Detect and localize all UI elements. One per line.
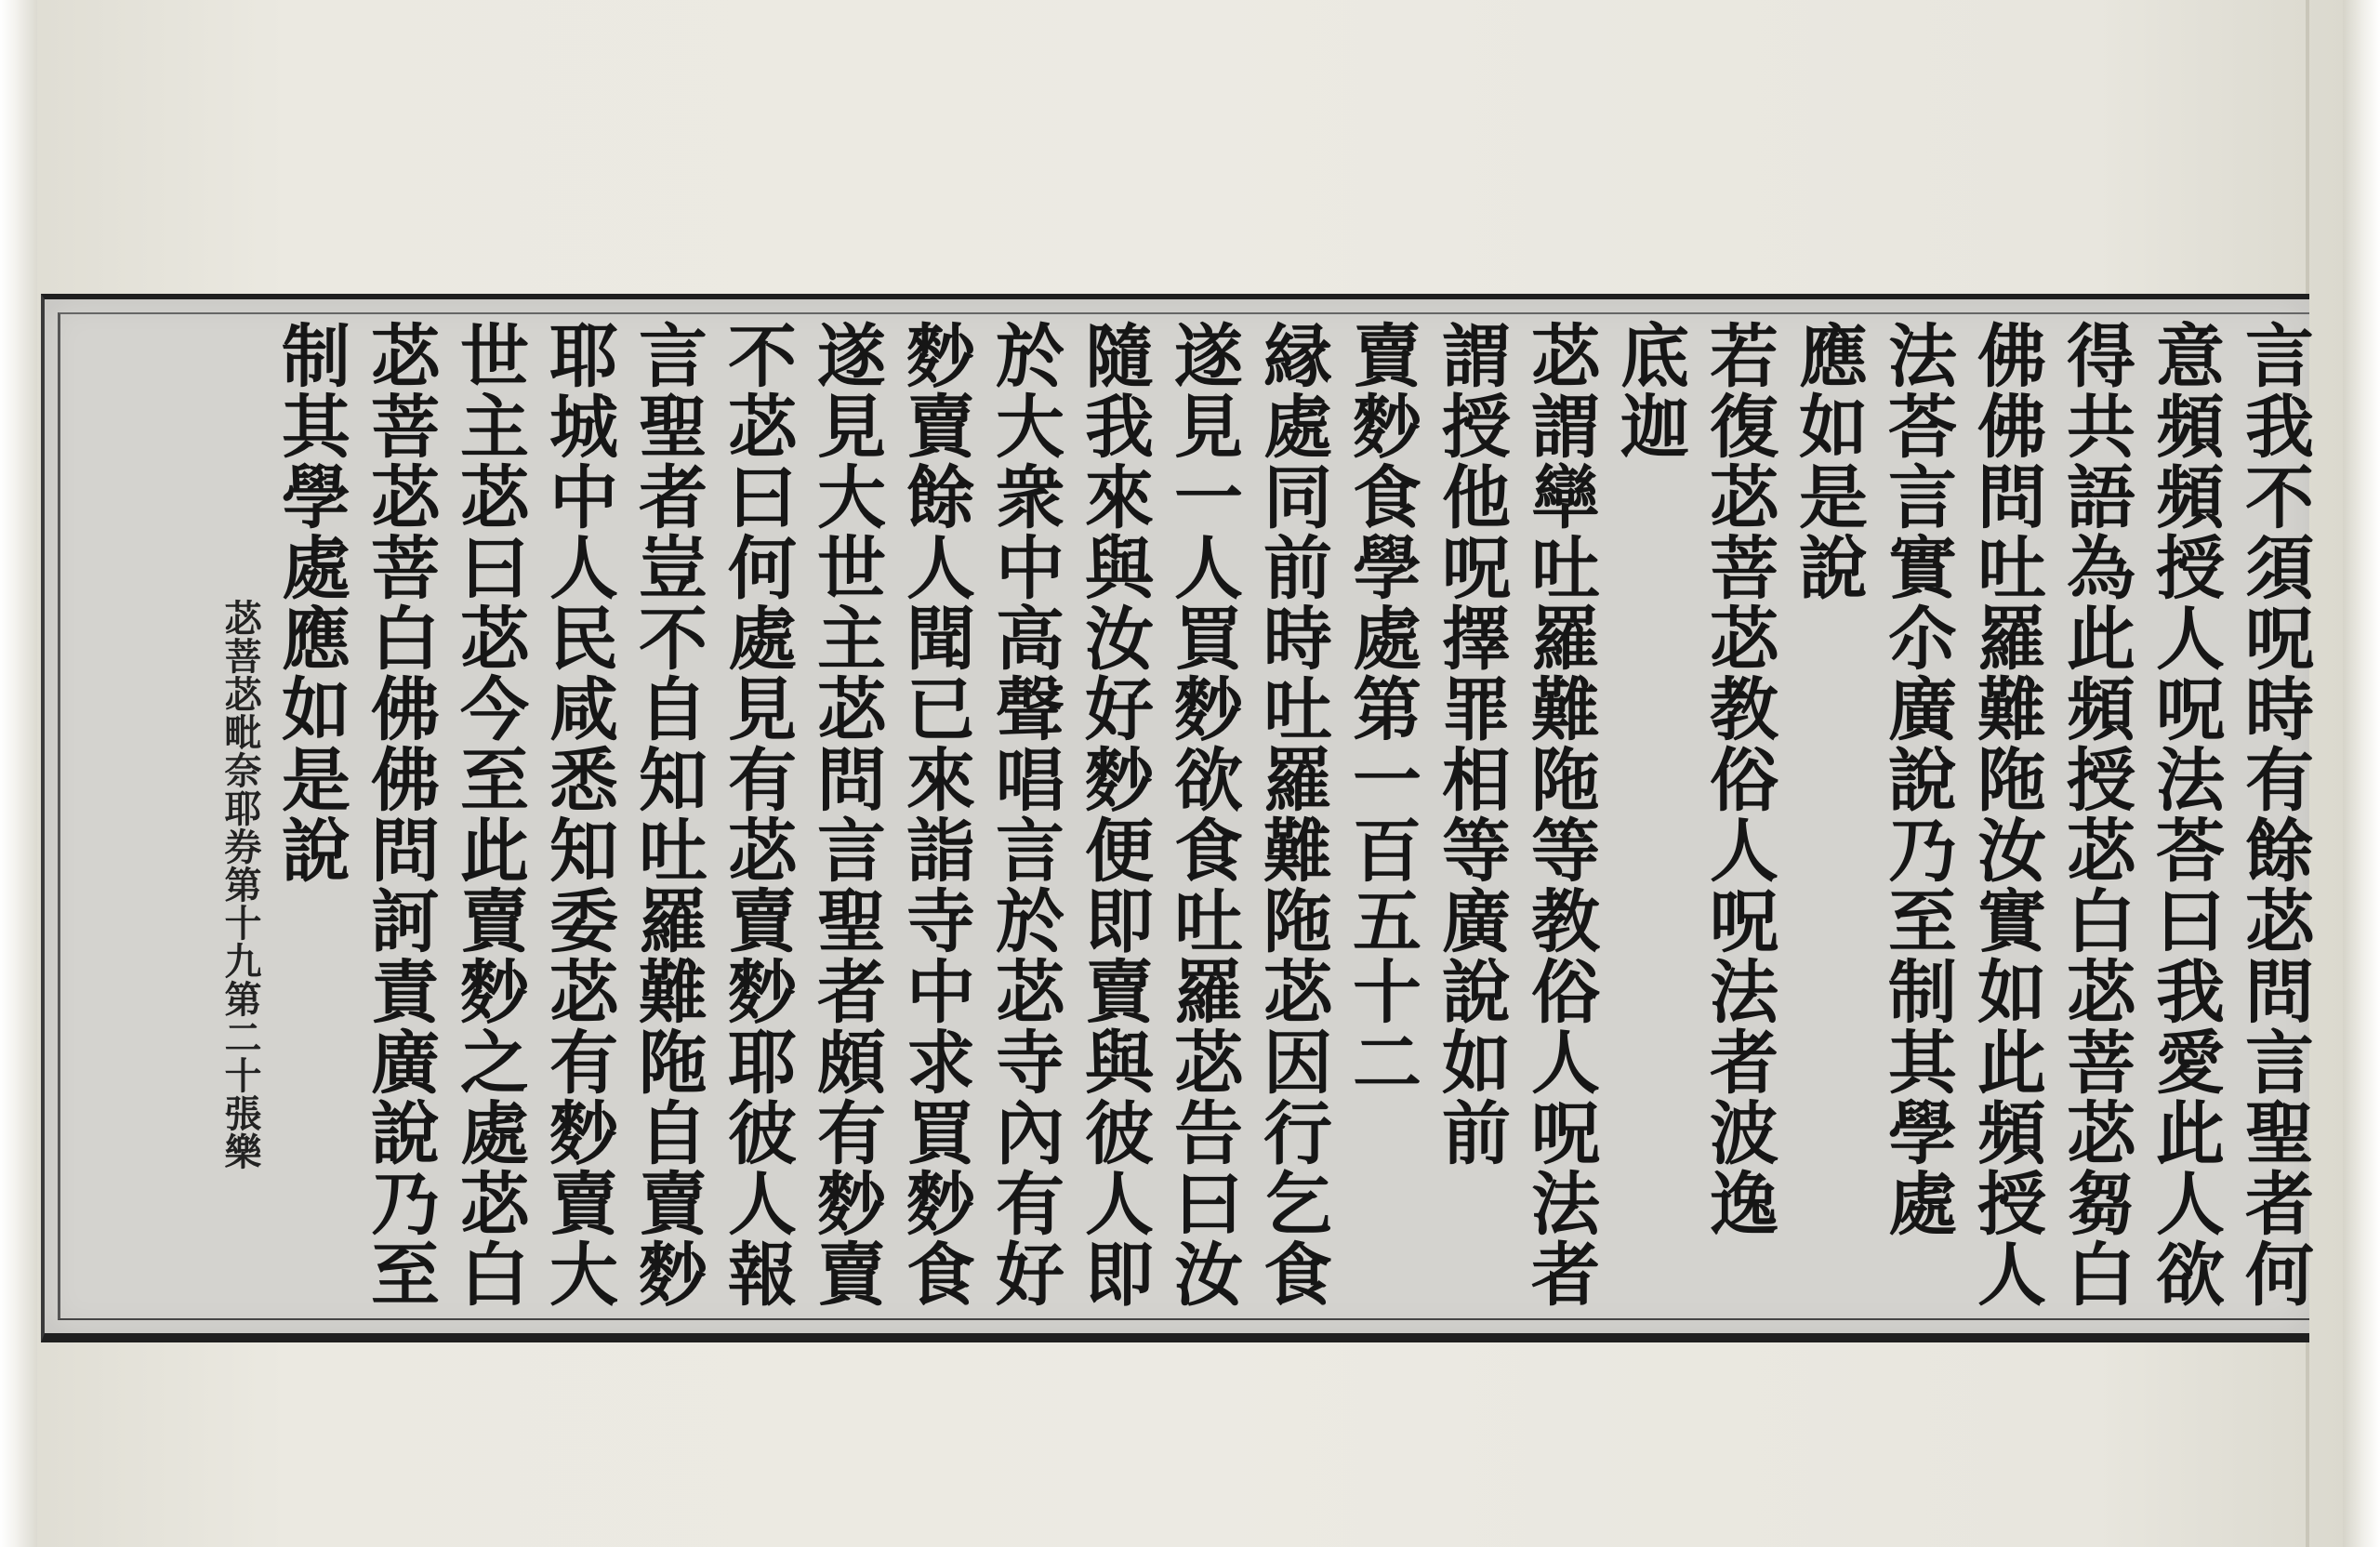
text-column: 苾菩苾菩白佛佛問訶責廣說乃至 xyxy=(360,320,440,1309)
text-column: 應如是說 xyxy=(1788,320,1868,602)
text-column: 不苾曰何處見有苾賣麨耶彼人報 xyxy=(717,320,797,1309)
text-column: 遂見一人買麨欲食吐羅苾告曰汝 xyxy=(1163,320,1243,1309)
text-columns xyxy=(112,320,2315,1333)
text-column: 言聖者豈不自知吐羅難陁自賣麨 xyxy=(628,320,707,1309)
text-column: 若復苾菩苾教俗人呪法者波逸 xyxy=(1699,320,1778,1238)
text-column: 佛佛問吐羅難陁汝實如此頻授人 xyxy=(1966,320,2046,1309)
text-column: 遂見大世主苾問言聖者頗有麨賣 xyxy=(806,320,886,1309)
text-column: 於大衆中高聲唱言於苾寺內有好 xyxy=(985,320,1064,1309)
text-column: 隨我來與汝好麨便即賣與彼人即 xyxy=(1074,320,1154,1309)
text-column: 謂授他呪擇罪相等廣說如前 xyxy=(1431,320,1511,1168)
text-column: 耶城中人民咸悉知委苾有麨賣大 xyxy=(538,320,618,1309)
text-column: 麨賣餘人聞已來詣寺中求買麨食 xyxy=(895,320,975,1309)
text-column: 世主苾曰苾今至此賣麨之處苾白 xyxy=(449,320,529,1309)
text-column: 底迦 xyxy=(1609,320,1689,461)
margin-note: 苾菩苾毗奈耶券第十九第二十張樂 xyxy=(218,599,262,1170)
text-column: 意頻頻授人呪法荅曰我愛此人欲 xyxy=(2145,320,2225,1309)
text-column: 縁處同前時吐羅難陁苾因行乞食 xyxy=(1252,320,1332,1309)
text-column: 制其學處應如是說 xyxy=(271,320,350,885)
text-column: 言我不須呪時有餘苾問言聖者何 xyxy=(2234,320,2314,1309)
text-column: 賣麨食學處第一百五十二 xyxy=(1342,320,1421,1097)
page-left-edge xyxy=(0,0,37,1547)
text-column: 苾謂卛吐羅難陁等教俗人呪法者 xyxy=(1520,320,1600,1309)
text-column: 得共語為此頻授苾白苾菩苾芻白 xyxy=(2056,320,2135,1309)
page-right-edge xyxy=(2343,0,2380,1547)
text-column: 法荅言實尒廣說乃至制其學處 xyxy=(1877,320,1957,1238)
